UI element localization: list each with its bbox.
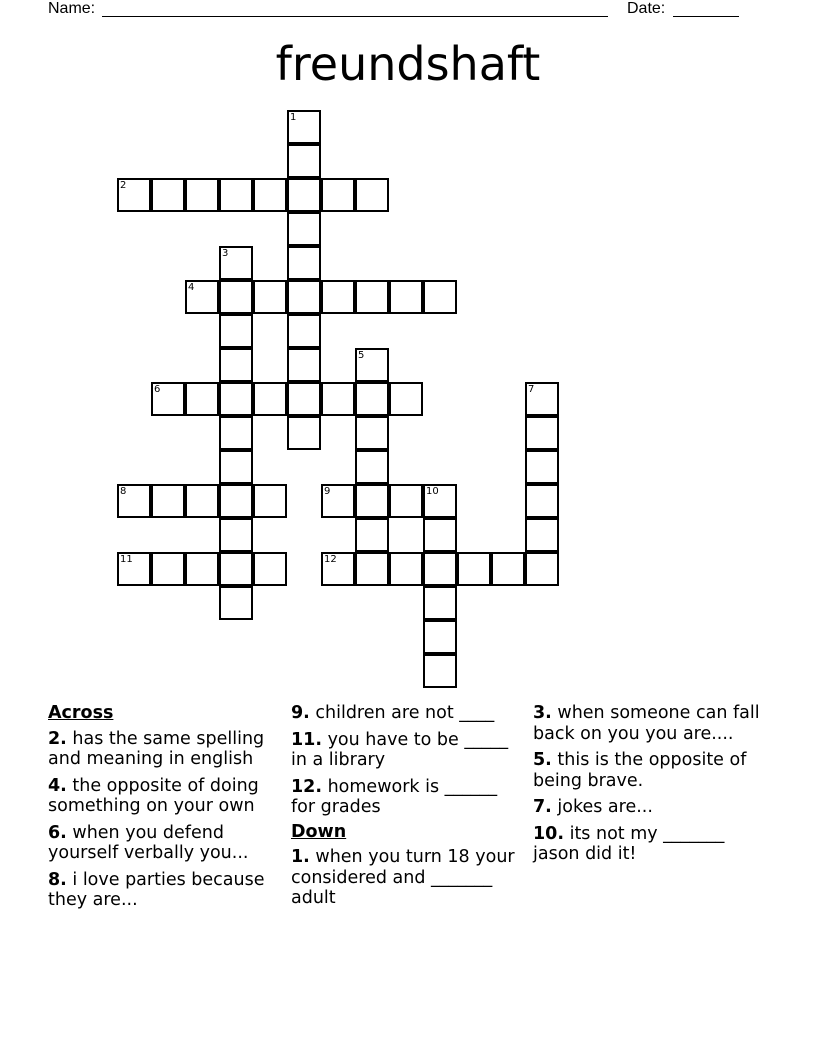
grid-cell[interactable] bbox=[355, 382, 389, 416]
grid-cell[interactable] bbox=[287, 110, 321, 144]
grid-cell[interactable] bbox=[355, 416, 389, 450]
date-label: Date: bbox=[627, 0, 666, 17]
clues-column-3 bbox=[533, 703, 763, 871]
grid-cell[interactable] bbox=[185, 280, 219, 314]
clue-item-text: i love parties because they are... bbox=[48, 869, 265, 910]
clue-item-text: children are not ____ bbox=[309, 703, 495, 723]
clue-item-number: 5. bbox=[533, 750, 552, 770]
clue-number: 1 bbox=[290, 112, 297, 123]
grid-cell[interactable] bbox=[355, 484, 389, 518]
clue-item-text: the opposite of doing something on your own bbox=[48, 775, 259, 816]
grid-cell[interactable] bbox=[185, 484, 219, 518]
grid-cell[interactable] bbox=[321, 280, 355, 314]
clue-number: 2 bbox=[120, 180, 127, 191]
clue-number: 8 bbox=[120, 486, 127, 497]
clue-number: 10 bbox=[426, 486, 439, 497]
grid-cell[interactable] bbox=[389, 382, 423, 416]
grid-cell[interactable] bbox=[117, 178, 151, 212]
clue-item-number: 11. bbox=[291, 729, 323, 750]
clue-number: 12 bbox=[324, 554, 337, 565]
grid-cell[interactable] bbox=[151, 552, 185, 586]
grid-cell[interactable] bbox=[253, 280, 287, 314]
clue-item-text: has the same spelling and meaning in english bbox=[48, 728, 265, 769]
clue-item bbox=[533, 824, 763, 865]
clue-item-number: 9. bbox=[291, 703, 310, 723]
grid-cell[interactable] bbox=[287, 212, 321, 246]
grid-cell[interactable] bbox=[355, 178, 389, 212]
grid-cell[interactable] bbox=[491, 552, 525, 586]
grid-cell[interactable] bbox=[423, 586, 457, 620]
down-heading: Down bbox=[291, 821, 347, 842]
clue-number: 9 bbox=[324, 486, 331, 497]
clue-number: 11 bbox=[120, 554, 133, 565]
clue-item bbox=[291, 847, 523, 909]
clue-item-text: when you turn 18 your considered and _______ adult bbox=[291, 847, 515, 908]
grid-cell[interactable] bbox=[219, 382, 253, 416]
name-label: Name: bbox=[48, 0, 96, 17]
clue-number: 7 bbox=[528, 384, 535, 395]
grid-cell[interactable] bbox=[185, 552, 219, 586]
grid-cell[interactable] bbox=[355, 552, 389, 586]
clues-column-2 bbox=[291, 703, 523, 915]
grid-cell[interactable] bbox=[321, 178, 355, 212]
grid-cell[interactable] bbox=[525, 484, 559, 518]
clue-item bbox=[291, 777, 523, 818]
clue-item bbox=[291, 730, 523, 771]
clue-item-number: 8. bbox=[48, 869, 67, 890]
grid-cell[interactable] bbox=[219, 314, 253, 348]
grid-cell[interactable] bbox=[287, 348, 321, 382]
grid-cell[interactable] bbox=[253, 552, 287, 586]
grid-cell[interactable] bbox=[287, 314, 321, 348]
clue-item-number: 2. bbox=[48, 728, 67, 749]
grid-cell[interactable] bbox=[219, 586, 253, 620]
clue-number: 4 bbox=[188, 282, 195, 293]
grid-cell[interactable] bbox=[287, 246, 321, 280]
clue-item-text: when someone can fall back on you you are.... bbox=[533, 703, 760, 744]
grid-cell[interactable] bbox=[525, 552, 559, 586]
grid-cell[interactable] bbox=[525, 416, 559, 450]
grid-cell[interactable] bbox=[287, 280, 321, 314]
grid-cell[interactable] bbox=[185, 382, 219, 416]
clue-item-text: you have to be _____ in a library bbox=[291, 729, 509, 770]
clue-item-number: 4. bbox=[48, 775, 67, 796]
grid-cell[interactable] bbox=[389, 484, 423, 518]
clue-item-text: homework is ______ for grades bbox=[291, 776, 498, 817]
grid-cell[interactable] bbox=[287, 144, 321, 178]
grid-cell[interactable] bbox=[355, 348, 389, 382]
grid-cell[interactable] bbox=[117, 484, 151, 518]
clue-item-number: 7. bbox=[533, 797, 552, 817]
grid-cell[interactable] bbox=[423, 620, 457, 654]
grid-cell[interactable] bbox=[185, 178, 219, 212]
clue-item-text: jokes are... bbox=[551, 797, 653, 817]
grid-cell[interactable] bbox=[321, 382, 355, 416]
clue-item bbox=[48, 870, 284, 911]
grid-cell[interactable] bbox=[151, 382, 185, 416]
grid-cell[interactable] bbox=[355, 518, 389, 552]
grid-cell[interactable] bbox=[389, 280, 423, 314]
grid-cell[interactable] bbox=[423, 654, 457, 688]
clue-item bbox=[533, 797, 763, 818]
clue-number: 5 bbox=[358, 350, 365, 361]
grid-cell[interactable] bbox=[355, 280, 389, 314]
grid-cell[interactable] bbox=[151, 484, 185, 518]
clue-item bbox=[533, 750, 763, 791]
clue-number: 3 bbox=[222, 248, 229, 259]
clue-item-number: 1. bbox=[291, 847, 310, 867]
grid-cell[interactable] bbox=[253, 178, 287, 212]
clue-item bbox=[48, 776, 284, 817]
grid-cell[interactable] bbox=[423, 518, 457, 552]
grid-cell[interactable] bbox=[423, 280, 457, 314]
across-heading: Across bbox=[48, 703, 114, 723]
grid-cell[interactable] bbox=[219, 348, 253, 382]
clue-item-text: this is the opposite of being brave. bbox=[533, 750, 747, 791]
grid-cell[interactable] bbox=[525, 450, 559, 484]
clue-item bbox=[48, 823, 284, 864]
grid-cell[interactable] bbox=[151, 178, 185, 212]
clues-column-1 bbox=[48, 703, 284, 917]
grid-cell[interactable] bbox=[525, 518, 559, 552]
clue-item-number: 12. bbox=[291, 776, 323, 797]
clue-item bbox=[291, 703, 523, 724]
grid-cell[interactable] bbox=[287, 178, 321, 212]
grid-cell[interactable] bbox=[321, 484, 355, 518]
grid-cell[interactable] bbox=[219, 518, 253, 552]
grid-cell[interactable] bbox=[321, 552, 355, 586]
grid-cell[interactable] bbox=[253, 484, 287, 518]
grid-cell[interactable] bbox=[117, 552, 151, 586]
clue-item bbox=[48, 729, 284, 770]
clue-item-number: 6. bbox=[48, 822, 67, 843]
grid-cell[interactable] bbox=[219, 450, 253, 484]
grid-cell[interactable] bbox=[287, 416, 321, 450]
grid-cell[interactable] bbox=[219, 178, 253, 212]
clue-item-text: its not my _______ jason did it! bbox=[533, 823, 725, 864]
clue-item-number: 10. bbox=[533, 823, 565, 844]
clue-item bbox=[533, 703, 763, 744]
grid-cell[interactable] bbox=[287, 382, 321, 416]
grid-cell[interactable] bbox=[219, 552, 253, 586]
grid-cell[interactable] bbox=[525, 382, 559, 416]
grid-cell[interactable] bbox=[423, 484, 457, 518]
clue-number: 6 bbox=[154, 384, 161, 395]
puzzle-title: freundshaft bbox=[275, 37, 541, 91]
grid-cell[interactable] bbox=[457, 552, 491, 586]
grid-cell[interactable] bbox=[219, 416, 253, 450]
grid-cell[interactable] bbox=[219, 484, 253, 518]
grid-cell[interactable] bbox=[219, 246, 253, 280]
grid-cell[interactable] bbox=[423, 552, 457, 586]
clue-item-number: 3. bbox=[533, 703, 552, 723]
grid-cell[interactable] bbox=[389, 552, 423, 586]
grid-cell[interactable] bbox=[253, 382, 287, 416]
grid-cell[interactable] bbox=[219, 280, 253, 314]
clue-item-text: when you defend yourself verbally you... bbox=[48, 822, 249, 863]
grid-cell[interactable] bbox=[355, 450, 389, 484]
